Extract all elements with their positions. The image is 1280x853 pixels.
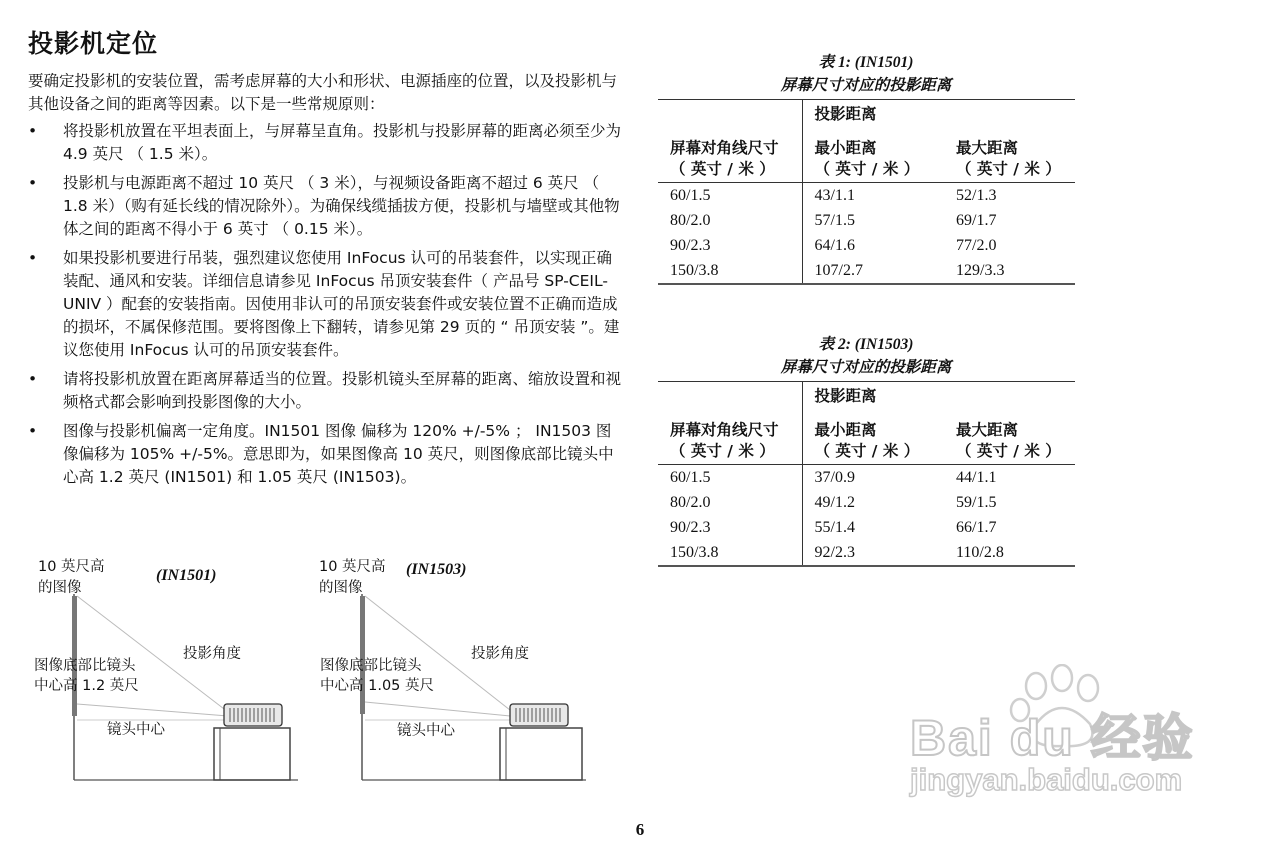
angle-label: 投影角度: [183, 646, 241, 662]
table-row: 60/1.5 43/1.1 52/1.3: [658, 183, 1075, 209]
table-row: 80/2.0 49/1.2 59/1.5: [658, 490, 1075, 515]
table2-caption: [658, 334, 1074, 378]
list-item: [28, 247, 622, 362]
table-row: 90/2.3 55/1.4 66/1.7: [658, 515, 1075, 540]
guideline-text: 请将投影机放置在距离屏幕适当的位置。投影机镜头至屏幕的距离、缩放设置和视频格式都会影响到投影图像的大小。: [63, 370, 622, 411]
guideline-text: 投影机与电源距离不超过 10 英尺 （ 3 米），与视频设备距离不超过 6 英尺 （ 1.8 米）（购有延长线的情况除外）。为确保线缆插拔方便，投影机与墙壁或其他物体之间的距离不得小于 6 英寸 （ 0.15 米）。: [63, 174, 620, 238]
table-row: 80/2.0 57/1.5 69/1.7: [658, 208, 1075, 233]
offset-label: 图像底部比镜头: [34, 658, 136, 674]
table-row: 60/1.5 37/0.9 44/1.1: [658, 465, 1075, 491]
col-header-min: 最小距离 （ 英寸 / 米 ）: [802, 128, 944, 183]
image-height-label-2: 的图像: [319, 580, 363, 596]
col-header-diagonal: 屏幕对角线尺寸 （ 英寸 / 米 ）: [658, 410, 802, 465]
bullet-marker: •: [28, 249, 38, 267]
table-row: 90/2.3 64/1.6 77/2.0: [658, 233, 1075, 258]
table-header-row: [658, 100, 1075, 129]
guideline-list: [28, 120, 622, 495]
page-title: 投影机定位: [28, 29, 159, 58]
diagram-in1501: [36, 552, 336, 792]
list-item: [28, 368, 622, 414]
offset-label-2: 中心高 1.2 英尺: [34, 678, 139, 694]
guideline-text: 图像与投影机偏离一定角度。IN1501 图像 偏移为 120% +/-5% ； IN1503 图像偏移为 105% +/-5%。意思即为，如果图像高 10 英尺，则图像底部比镜头中心高 1.2 英尺 (IN1501) 和 1.05 英尺 (IN1503)。: [63, 422, 614, 486]
bullet-marker: •: [28, 122, 38, 140]
offset-label: 图像底部比镜头: [320, 658, 422, 674]
offset-label-2: 中心高 1.05 英尺: [320, 678, 435, 694]
table1-caption: [658, 52, 1074, 96]
table2-caption-subtitle: 屏幕尺寸对应的投影距离: [780, 358, 952, 376]
image-height-label: 10 英尺高: [38, 559, 105, 575]
image-height-label: 10 英尺高: [319, 559, 386, 575]
list-item: [28, 120, 622, 166]
diagram-in1503: [319, 552, 624, 792]
table2-caption-title: 表 2: (IN1503): [818, 336, 914, 353]
table-header-row: [658, 382, 1075, 411]
model-label: (IN1503): [406, 561, 467, 578]
angle-label: 投影角度: [471, 646, 529, 662]
guideline-text: 如果投影机要进行吊装，强烈建议您使用 InFocus 认可的吊装套件，以实现正确装配、通风和安装。详细信息请参见 InFocus 吊顶安装套件（ 产品号 SP-CEIL-UNIV ）配套的安装指南。因使用非认可的吊顶安装套件或安装位置不正确而造成的损坏，不属保修范围。要将图像上下翻转，请参见第 29 页的 “ 吊顶安装 ”。建议您使用 InFocus 认可的吊顶安装套件。: [63, 249, 620, 359]
lens-center-label: 镜头中心: [397, 723, 455, 739]
col-header-max: 最大距离 （ 英寸 / 米 ）: [944, 128, 1075, 183]
col-header-diagonal: 屏幕对角线尺寸 （ 英寸 / 米 ）: [658, 128, 802, 183]
group-header: 投影距离: [802, 100, 1075, 129]
distance-table-in1503: [658, 381, 1075, 567]
bullet-marker: •: [28, 370, 38, 388]
table-row: 150/3.8 92/2.3 110/2.8: [658, 540, 1075, 566]
table1-caption-subtitle: 屏幕尺寸对应的投影距离: [780, 76, 952, 94]
distance-table-in1501: [658, 99, 1075, 285]
table-header-row: [658, 128, 1075, 183]
model-label: (IN1501): [156, 567, 217, 584]
table-header-row: [658, 410, 1075, 465]
intro-paragraph: 要确定投影机的安装位置，需考虑屏幕的大小和形状、电源插座的位置，以及投影机与其他设备之间的距离等因素。以下是一些常规原则：: [28, 72, 618, 113]
watermark-brand: Bai du 经验: [910, 710, 1195, 766]
bullet-marker: •: [28, 174, 38, 192]
bullet-marker: •: [28, 422, 38, 440]
col-header-max: 最大距离 （ 英寸 / 米 ）: [944, 410, 1075, 465]
baidu-watermark: [908, 664, 1208, 804]
list-item: [28, 172, 622, 241]
table-row: 150/3.8 107/2.7 129/3.3: [658, 258, 1075, 284]
group-header: 投影距离: [802, 382, 1075, 411]
list-item: [28, 420, 622, 489]
page-number: 6: [635, 820, 645, 839]
table1-caption-title: 表 1: (IN1501): [818, 54, 914, 71]
watermark-url: jingyan.baidu.com: [910, 762, 1183, 797]
lens-center-label: 镜头中心: [107, 722, 165, 738]
col-header-min: 最小距离 （ 英寸 / 米 ）: [802, 410, 944, 465]
guideline-text: 将投影机放置在平坦表面上，与屏幕呈直角。投影机与投影屏幕的距离必须至少为 4.9 英尺 （ 1.5 米）。: [63, 122, 622, 163]
image-height-label-2: 的图像: [38, 580, 82, 596]
